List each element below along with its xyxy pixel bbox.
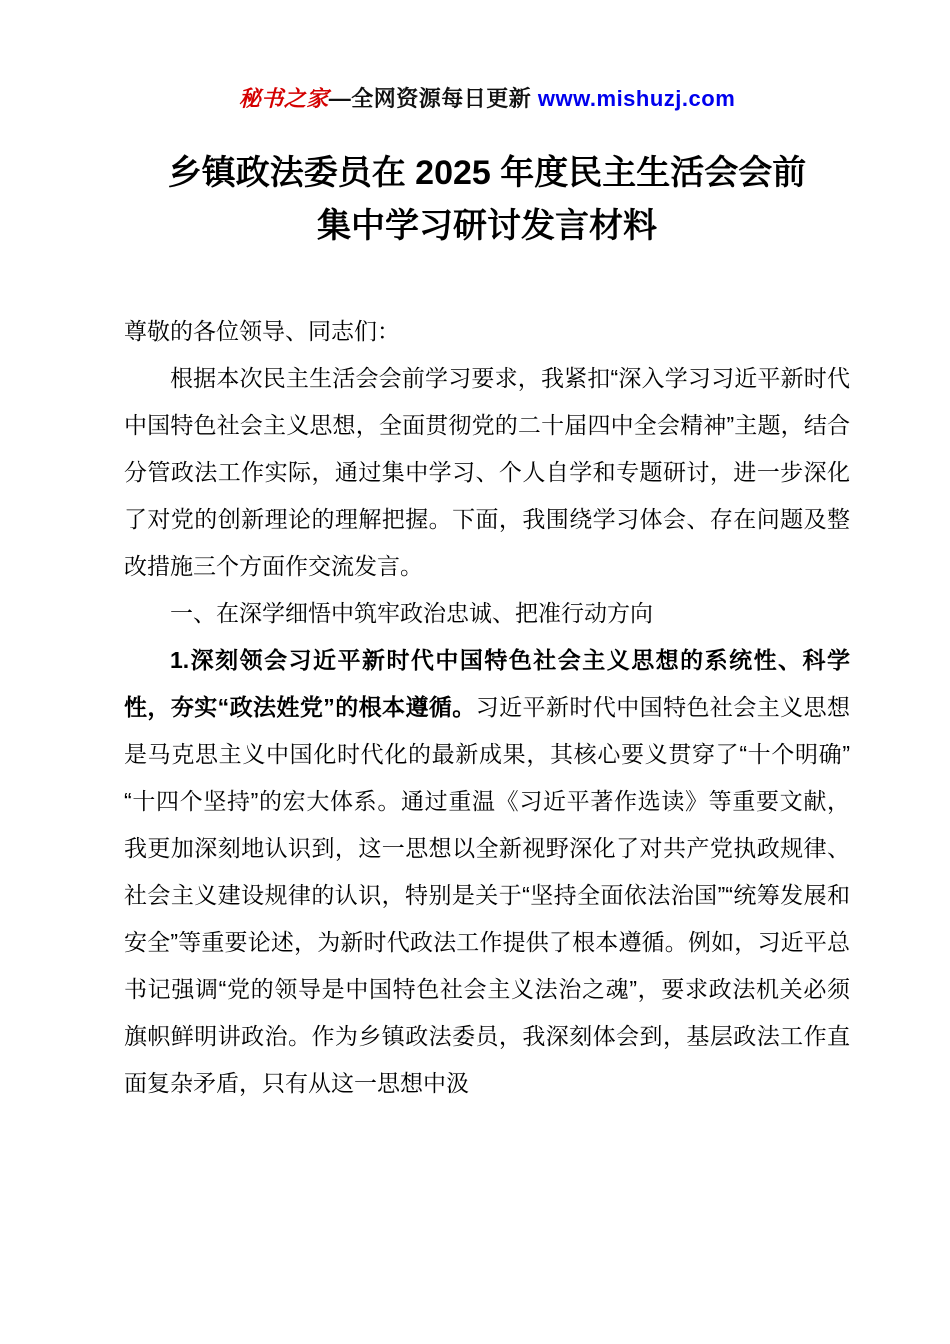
document-title-line2: 集中学习研讨发言材料 bbox=[317, 206, 657, 245]
site-url-link[interactable]: www.mishuzj.com bbox=[537, 86, 736, 111]
paragraph-intro: 根据本次民主生活会会前学习要求，我紧扣“深入学习习近平新时代中国特色社会主义思想，全面贯彻党的二十届四中全会精神”主题，结合分管政法工作实际，通过集中学习、个人自学和专题研讨，进一步深化了对党的创新理论的理解把握。下面，我围绕学习体会、存在问题及整改措施三个方面作交流发言。 bbox=[124, 365, 850, 580]
site-tagline: —全网资源每日更新 bbox=[328, 86, 538, 111]
document-body bbox=[124, 308, 850, 1107]
paragraph-point-1 bbox=[124, 637, 850, 1107]
paragraph-point-1-lead: 1.深刻领会习近平新时代中国特色社会主义思想的系统性、科学性，夯实“政法姓党”的根本遵循。 bbox=[124, 647, 850, 721]
document-title-line1: 乡镇政法委员在 2025 年度民主生活会会前 bbox=[167, 154, 807, 192]
paragraph-point-1-body: 习近平新时代中国特色社会主义思想是马克思主义中国化时代化的最新成果，其核心要义贯穿了“十个明确”“十四个坚持”的宏大体系。通过重温《习近平著作选读》等重要文献，我更加深刻地认识到，这一思想以全新视野深化了对共产党执政规律、社会主义建设规律的认识，特别是关于“坚持全面依法治国”“统筹发展和安全”等重要论述，为新时代政法工作提供了根本遵循。例如，习近平总书记强调“党的领导是中国特色社会主义法治之魂”，要求政法机关必须旗帜鲜明讲政治。作为乡镇政法委员，我深刻体会到，基层政法工作直面复杂矛盾，只有从这一思想中汲 bbox=[124, 694, 851, 1097]
site-header bbox=[124, 82, 850, 113]
document-title bbox=[124, 147, 850, 252]
section-heading-1: 一、在深学细悟中筑牢政治忠诚、把准行动方向 bbox=[170, 600, 653, 627]
site-name: 秘书之家 bbox=[238, 86, 329, 111]
salutation: 尊敬的各位领导、同志们： bbox=[124, 318, 400, 345]
